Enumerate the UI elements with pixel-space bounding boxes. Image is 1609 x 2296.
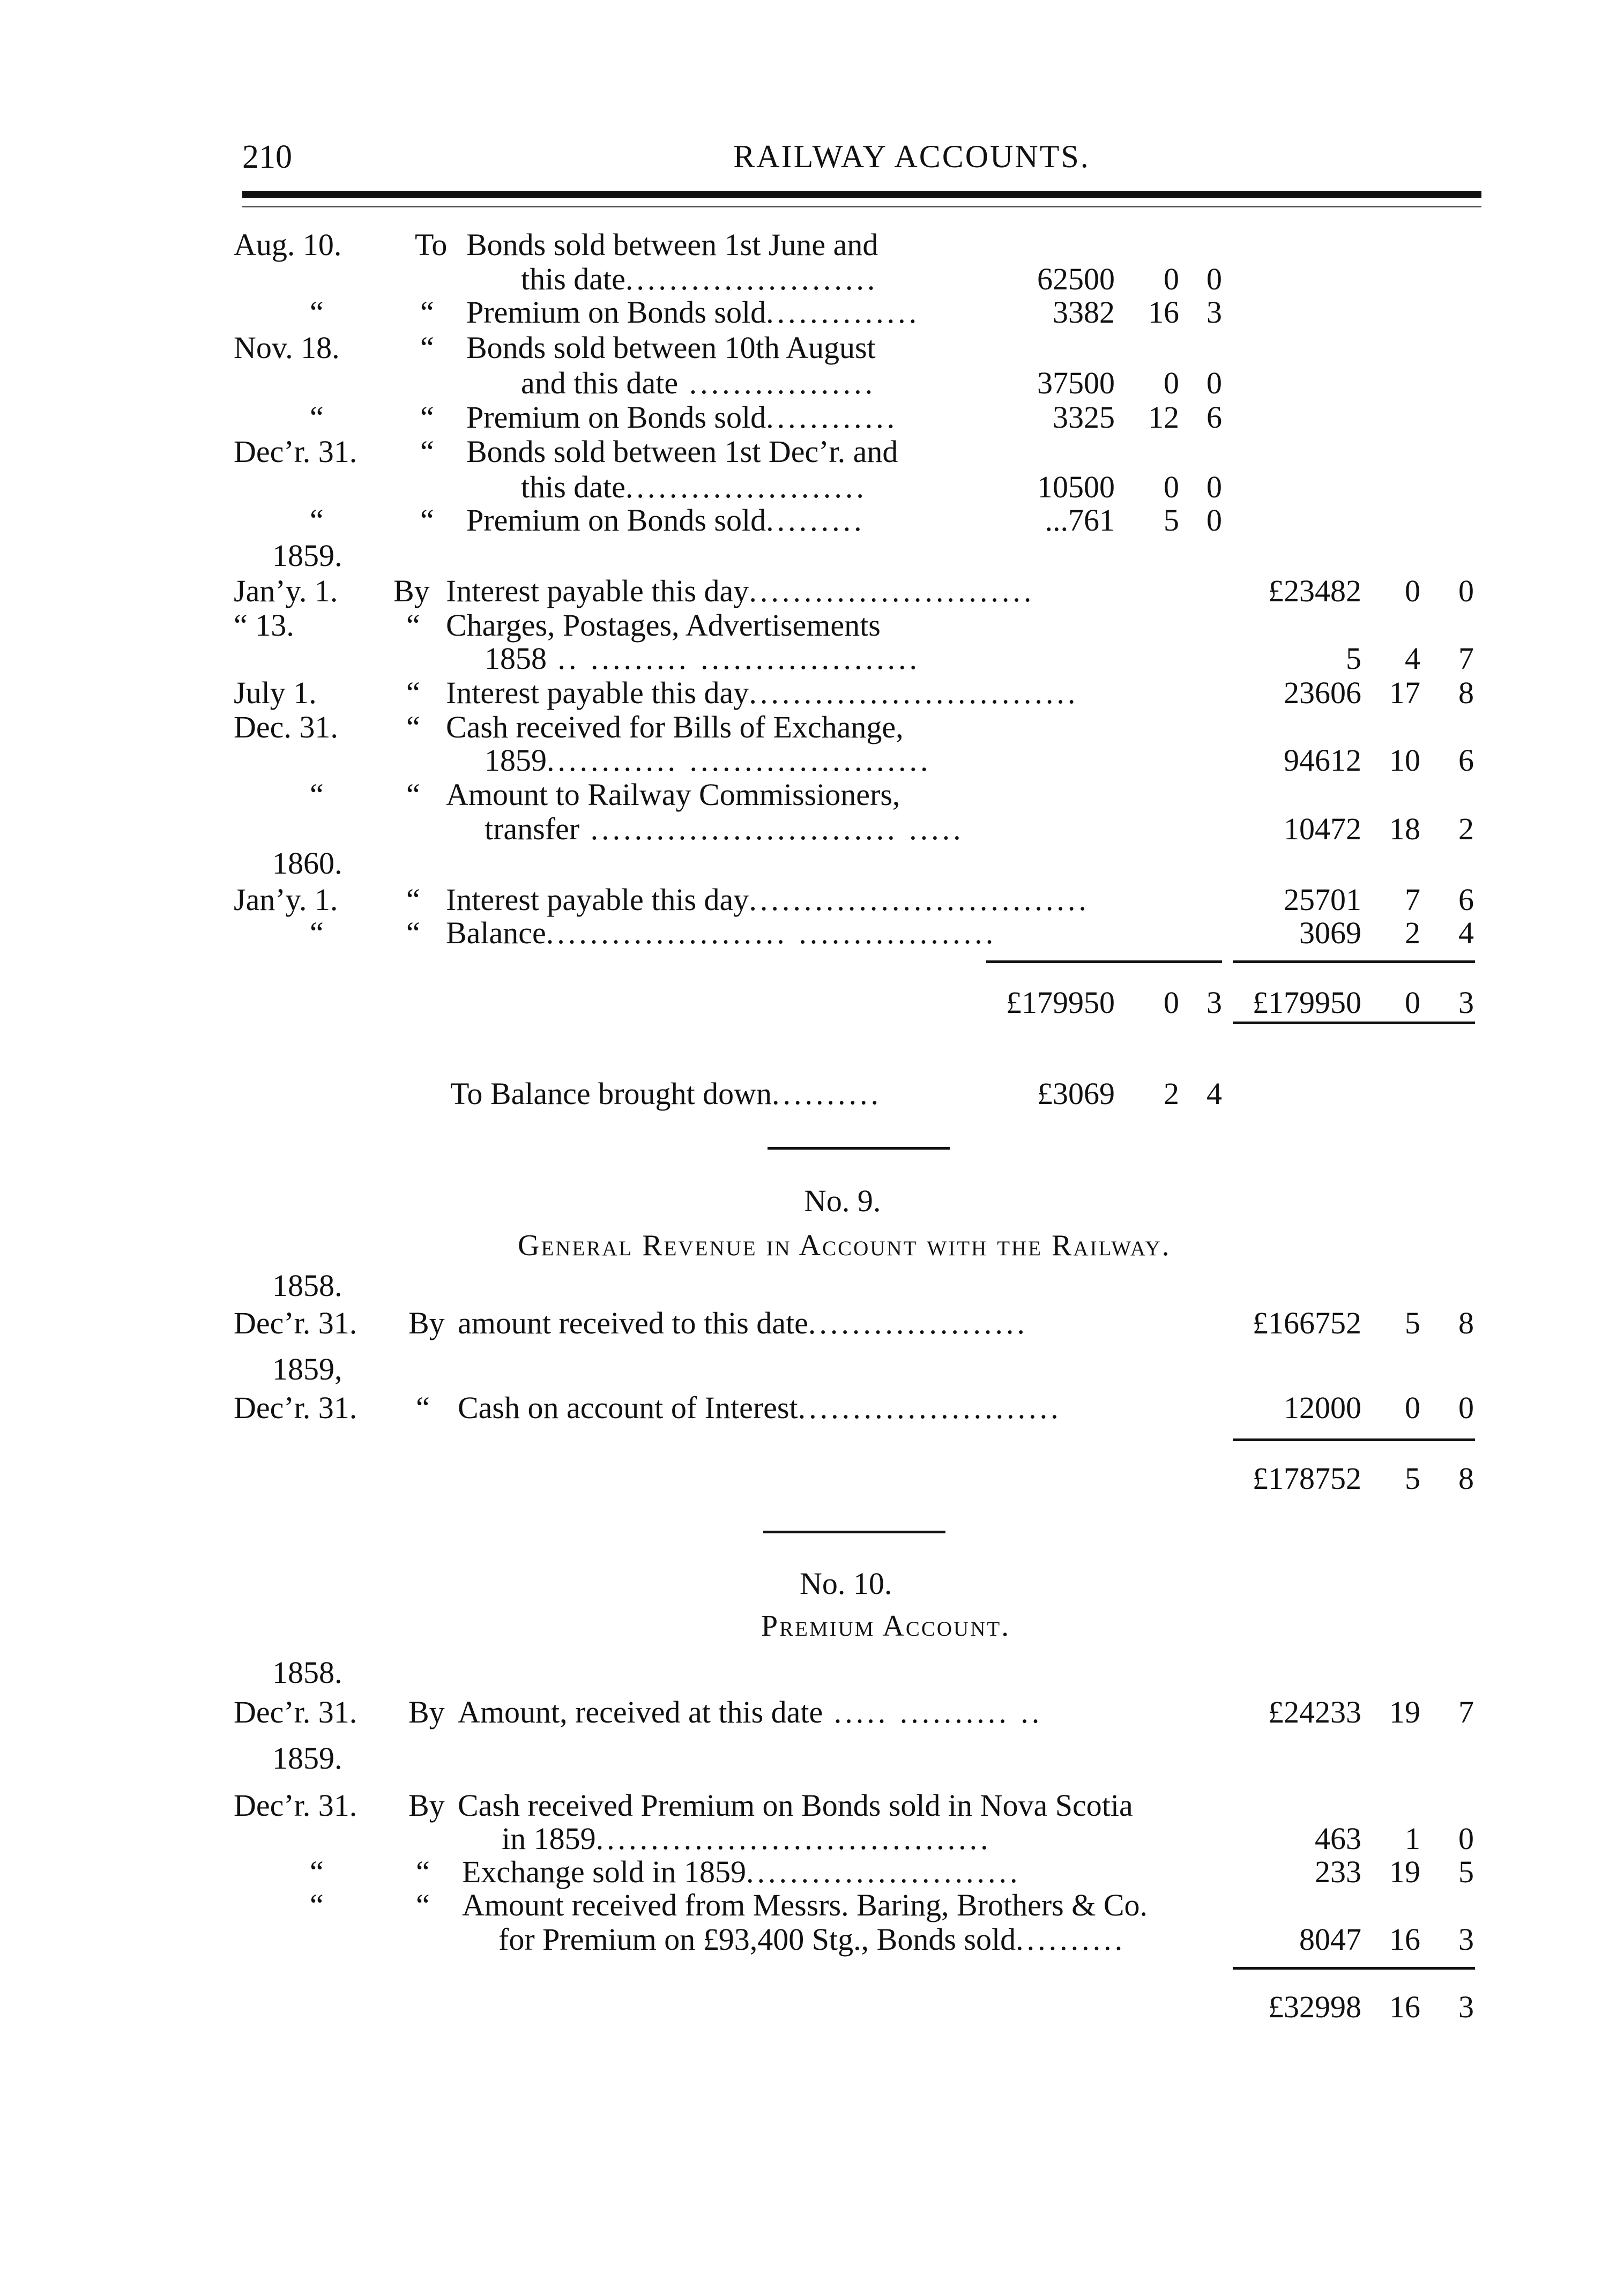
entry-prefix: By — [408, 1695, 445, 1730]
entry-pounds: £24233 — [1268, 1695, 1361, 1730]
entry-pence: 0 — [1458, 1390, 1474, 1425]
entry-pence: 8 — [1458, 675, 1474, 710]
entry-shillings: 0 — [1405, 573, 1420, 608]
entry-prefix: “ — [406, 608, 420, 643]
entry-text: Premium on Bonds sold......... — [466, 503, 865, 538]
total-debit-pence: 3 — [1206, 985, 1222, 1020]
entry-prefix: “ — [420, 400, 434, 435]
section-total-pence: 3 — [1458, 1989, 1474, 2024]
entry-pounds: 10500 — [1037, 469, 1115, 504]
entry-pounds: 3382 — [1053, 295, 1115, 330]
total-debit-shillings: 0 — [1164, 985, 1179, 1020]
entry-text: Cash received for Bills of Exchange, — [446, 710, 904, 744]
entry-text-cont: this date...................... — [521, 469, 867, 504]
total-debit-pounds: £179950 — [1006, 985, 1115, 1020]
entry-prefix: “ — [406, 915, 420, 950]
entry-text: Bonds sold between 10th August — [466, 330, 876, 365]
section-separator — [763, 1531, 945, 1533]
entry-pounds: 5 — [1346, 641, 1361, 676]
entry-pence: 0 — [1458, 573, 1474, 608]
entry-pence: 6 — [1458, 882, 1474, 917]
entry-date: Dec’r. 31. — [234, 1788, 357, 1823]
entry-date: July 1. — [234, 675, 317, 710]
entry-text: Amount, received at this date ..... .......... .. — [458, 1695, 1043, 1730]
page-number: 210 — [242, 139, 292, 175]
year-label: 1858. — [272, 1655, 342, 1690]
entry-date: Nov. 18. — [234, 330, 340, 365]
entry-shillings: 1 — [1405, 1821, 1420, 1856]
entry-pounds: 12000 — [1284, 1390, 1361, 1425]
entry-text-cont: in 1859.................................... — [502, 1821, 992, 1856]
total-rule-credit — [1233, 960, 1475, 963]
total-rule — [1233, 1967, 1475, 1970]
entry-prefix: “ — [406, 675, 420, 710]
entry-date: “ — [310, 400, 324, 435]
entry-text: Interest payable this day............................... — [446, 882, 1090, 917]
entry-date: Dec’r. 31. — [234, 434, 357, 469]
entry-pence: 8 — [1458, 1306, 1474, 1340]
entry-pounds: 37500 — [1037, 366, 1115, 400]
entry-text-cont: transfer ............................ ..... — [485, 811, 964, 846]
entry-shillings: 7 — [1405, 882, 1420, 917]
entry-prefix: To — [415, 227, 448, 262]
section-total-pounds: £32998 — [1268, 1989, 1361, 2024]
entry-text-cont: this date....................... — [521, 262, 878, 296]
entry-text: Premium on Bonds sold............ — [466, 400, 898, 435]
total-credit-pounds: £179950 — [1253, 985, 1361, 1020]
total-credit-shillings: 0 — [1405, 985, 1420, 1020]
entry-shillings: 0 — [1164, 469, 1179, 504]
section-total-pence: 8 — [1458, 1461, 1474, 1496]
entry-pence: 2 — [1458, 811, 1474, 846]
entry-pounds: 463 — [1315, 1821, 1361, 1856]
entry-prefix: By — [408, 1306, 445, 1340]
entry-prefix: “ — [406, 710, 420, 744]
year-label: 1859. — [272, 538, 342, 573]
section-number: No. 10. — [800, 1566, 892, 1601]
entry-pounds: 3325 — [1053, 400, 1115, 435]
year-label: 1858. — [272, 1268, 342, 1303]
entry-prefix: “ — [416, 1390, 430, 1425]
entry-pence: 3 — [1206, 295, 1222, 330]
section-title: Premium Account. — [761, 1609, 1011, 1643]
entry-shillings: 0 — [1164, 366, 1179, 400]
entry-shillings: 4 — [1405, 641, 1420, 676]
entry-text: Bonds sold between 1st June and — [466, 227, 878, 262]
entry-text-cont: and this date ................. — [521, 366, 876, 400]
year-label: 1859, — [272, 1352, 342, 1386]
entry-date: “ — [310, 915, 324, 950]
entry-date: Aug. 10. — [234, 227, 342, 262]
entry-date: “ — [310, 1888, 324, 1922]
entry-shillings: 19 — [1389, 1854, 1420, 1889]
entry-text: Interest payable this day.......................... — [446, 573, 1035, 608]
entry-text: Bonds sold between 1st Dec’r. and — [466, 434, 898, 469]
entry-pounds: 94612 — [1284, 743, 1361, 778]
entry-shillings: 0 — [1164, 262, 1179, 296]
entry-pounds: 8047 — [1299, 1922, 1361, 1957]
entry-pounds: £23482 — [1268, 573, 1361, 608]
entry-pence: 0 — [1206, 503, 1222, 538]
entry-text: Amount to Railway Commissioners, — [446, 777, 900, 812]
entry-pounds: ...761 — [1045, 503, 1115, 538]
entry-date: Jan’y. 1. — [234, 882, 338, 917]
entry-prefix: “ — [406, 777, 420, 812]
total-rule-credit-bottom — [1233, 1022, 1475, 1024]
balance-pounds: £3069 — [1037, 1076, 1115, 1111]
entry-shillings: 0 — [1405, 1390, 1420, 1425]
entry-pence: 3 — [1458, 1922, 1474, 1957]
entry-date: “ — [310, 777, 324, 812]
entry-pence: 0 — [1206, 262, 1222, 296]
entry-pence: 5 — [1458, 1854, 1474, 1889]
entry-pence: 7 — [1458, 1695, 1474, 1730]
entry-text: amount received to this date.................... — [458, 1306, 1028, 1340]
entry-prefix: “ — [420, 434, 434, 469]
header-rule — [242, 191, 1481, 198]
entry-pounds: 23606 — [1284, 675, 1361, 710]
entry-shillings: 5 — [1405, 1306, 1420, 1340]
entry-pounds: 3069 — [1299, 915, 1361, 950]
entry-pence: 7 — [1458, 641, 1474, 676]
entry-prefix: By — [408, 1788, 445, 1823]
section-title: General Revenue in Account with the Railway. — [518, 1229, 1171, 1262]
entry-shillings: 16 — [1148, 295, 1179, 330]
entry-pence: 4 — [1458, 915, 1474, 950]
running-title: RAILWAY ACCOUNTS. — [733, 139, 1090, 174]
entry-shillings: 5 — [1164, 503, 1179, 538]
entry-pounds: 10472 — [1284, 811, 1361, 846]
total-credit-pence: 3 — [1458, 985, 1474, 1020]
entry-prefix: “ — [406, 882, 420, 917]
entry-text: Cash received Premium on Bonds sold in Nova Scotia — [458, 1788, 1133, 1823]
entry-date: Jan’y. 1. — [234, 573, 338, 608]
total-rule-debit — [986, 960, 1222, 963]
entry-text: Exchange sold in 1859......................... — [462, 1854, 1021, 1889]
entry-prefix: “ — [420, 295, 434, 330]
section-total-shillings: 5 — [1405, 1461, 1420, 1496]
entry-date: Dec’r. 31. — [234, 1390, 357, 1425]
entry-text-cont: for Premium on £93,400 Stg., Bonds sold.......... — [498, 1922, 1126, 1957]
entry-shillings: 2 — [1405, 915, 1420, 950]
header-rule-thin — [242, 206, 1481, 207]
entry-pence: 6 — [1206, 400, 1222, 435]
section-separator — [768, 1147, 950, 1150]
section-total-pounds: £178752 — [1253, 1461, 1361, 1496]
entry-pence: 0 — [1206, 469, 1222, 504]
entry-shillings: 17 — [1389, 675, 1420, 710]
entry-pounds: 62500 — [1037, 262, 1115, 296]
entry-text-cont: 1859............ ...................... — [485, 743, 932, 778]
entry-date: Dec. 31. — [234, 710, 338, 744]
entry-text: Cash on account of Interest........................ — [458, 1390, 1062, 1425]
entry-pounds: £166752 — [1253, 1306, 1361, 1340]
year-label: 1860. — [272, 846, 342, 881]
entry-text: Premium on Bonds sold.............. — [466, 295, 920, 330]
section-total-shillings: 16 — [1389, 1989, 1420, 2024]
entry-text: Charges, Postages, Advertisements — [446, 608, 881, 643]
entry-text: Balance...................... .................. — [446, 915, 997, 950]
entry-prefix: “ — [420, 503, 434, 538]
entry-date: “ 13. — [234, 608, 294, 643]
total-rule — [1233, 1438, 1475, 1441]
entry-shillings: 10 — [1389, 743, 1420, 778]
entry-shillings: 12 — [1148, 400, 1179, 435]
entry-text: Amount received from Messrs. Baring, Brothers & Co. — [462, 1888, 1148, 1922]
entry-pence: 6 — [1458, 743, 1474, 778]
balance-shillings: 2 — [1164, 1076, 1179, 1111]
entry-date: “ — [310, 1854, 324, 1889]
section-number: No. 9. — [804, 1183, 881, 1218]
entry-text-cont: 1858 .. ......... .................... — [485, 641, 920, 676]
entry-prefix: “ — [420, 330, 434, 365]
entry-pounds: 25701 — [1284, 882, 1361, 917]
entry-date: “ — [310, 295, 324, 330]
entry-date: Dec’r. 31. — [234, 1695, 357, 1730]
balance-brought-down-text: To Balance brought down.......... — [450, 1076, 882, 1111]
entry-date: “ — [310, 503, 324, 538]
entry-text: Interest payable this day.............................. — [446, 675, 1079, 710]
entry-pence: 0 — [1458, 1821, 1474, 1856]
balance-pence: 4 — [1206, 1076, 1222, 1111]
entry-pounds: 233 — [1315, 1854, 1361, 1889]
entry-pence: 0 — [1206, 366, 1222, 400]
entry-date: Dec’r. 31. — [234, 1306, 357, 1340]
entry-shillings: 16 — [1389, 1922, 1420, 1957]
entry-shillings: 18 — [1389, 811, 1420, 846]
entry-prefix: “ — [416, 1888, 430, 1922]
year-label: 1859. — [272, 1741, 342, 1776]
entry-prefix: By — [393, 573, 430, 608]
entry-prefix: “ — [416, 1854, 430, 1889]
entry-shillings: 19 — [1389, 1695, 1420, 1730]
